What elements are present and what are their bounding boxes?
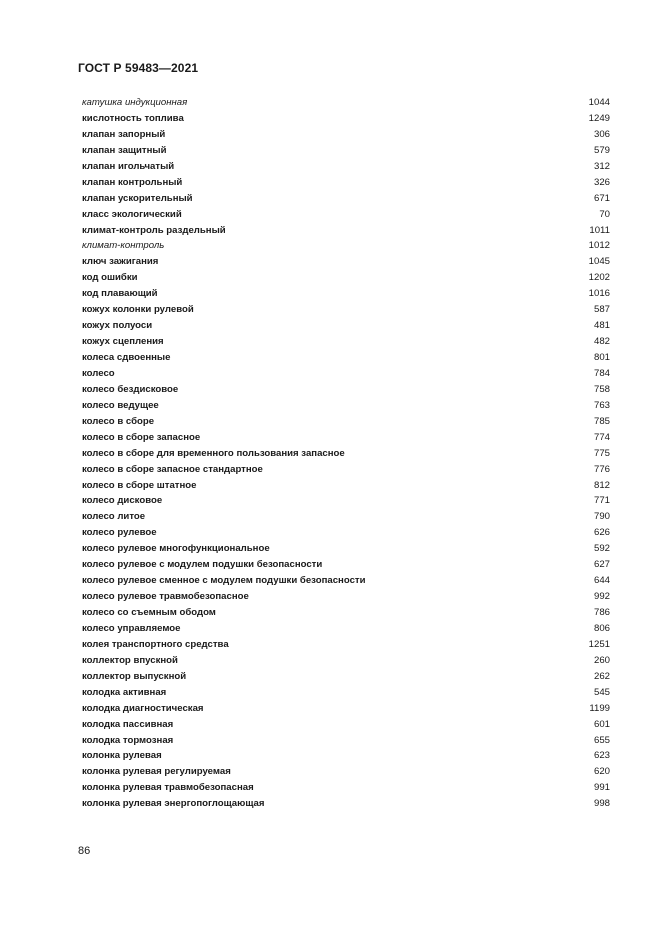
index-entry <box>82 159 610 175</box>
index-page-ref: 1044 <box>588 97 610 108</box>
index-page-ref: 623 <box>593 750 610 762</box>
index-page-ref: 998 <box>593 798 610 810</box>
index-term: колесо <box>82 367 115 379</box>
index-page-ref: 776 <box>593 463 610 475</box>
index-page-ref: 306 <box>593 128 610 140</box>
index-page-ref: 790 <box>593 511 610 523</box>
index-page-ref: 801 <box>593 352 610 363</box>
index-term: колесо в сборе <box>82 415 155 427</box>
index-entry <box>82 95 610 111</box>
index-entry <box>82 637 610 653</box>
index-entry <box>82 270 610 286</box>
index-page-ref: 482 <box>593 336 610 348</box>
index-page-ref: 579 <box>593 144 610 156</box>
index-entry <box>82 350 610 366</box>
index-entry <box>82 685 610 701</box>
index-page-ref: 1045 <box>588 256 610 268</box>
term-index-list <box>82 95 610 812</box>
index-page-ref: 1199 <box>589 702 610 714</box>
index-page-ref: 312 <box>593 160 610 172</box>
index-entry <box>82 764 610 780</box>
index-entry <box>82 525 610 541</box>
index-term: колесо дисковое <box>82 495 163 507</box>
index-term: колесо ведущее <box>82 399 159 411</box>
index-entry <box>82 653 610 669</box>
index-entry <box>82 398 610 414</box>
index-page-ref: 812 <box>593 479 610 491</box>
index-term: колонка рулевая энергопоглощающая <box>82 798 265 810</box>
index-entry <box>82 557 610 573</box>
index-entry <box>82 701 610 717</box>
index-entry <box>82 462 610 478</box>
index-term: климат-контроль <box>82 240 165 252</box>
index-term: код ошибки <box>82 272 138 284</box>
index-entry <box>82 541 610 557</box>
index-entry <box>82 446 610 462</box>
index-entry <box>82 286 610 302</box>
index-entry <box>82 254 610 270</box>
index-term: колесо в сборе для временного пользования запасное <box>82 447 345 459</box>
index-term: колесо бездисковое <box>82 383 179 395</box>
index-page-ref: 70 <box>599 208 610 220</box>
index-term: колонка рулевая регулируемая <box>82 766 231 778</box>
index-page-ref: 626 <box>593 527 610 539</box>
index-entry <box>82 223 610 239</box>
index-term: колесо литое <box>82 511 146 523</box>
index-term: класс экологический <box>82 208 182 220</box>
index-entry <box>82 191 610 207</box>
index-entry <box>82 796 610 812</box>
index-page-ref: 260 <box>593 654 610 666</box>
index-entry <box>82 430 610 446</box>
index-term: катушка индукционная <box>82 97 188 108</box>
index-page-ref: 1249 <box>588 112 610 124</box>
index-page-ref: 763 <box>593 399 610 411</box>
index-page-ref: 1012 <box>588 240 610 252</box>
index-page-ref: 1251 <box>588 638 610 650</box>
index-term: колодка тормозная <box>82 734 174 746</box>
index-term: клапан ускорительный <box>82 192 193 204</box>
index-term: клапан защитный <box>82 144 167 156</box>
index-page-ref: 545 <box>593 686 610 698</box>
index-entry <box>82 238 610 254</box>
index-entry <box>82 207 610 223</box>
index-page-ref: 785 <box>593 415 610 427</box>
index-term: колонка рулевая <box>82 750 162 762</box>
index-entry <box>82 621 610 637</box>
index-term: колесо в сборе запасное стандартное <box>82 463 263 475</box>
index-term: клапан контрольный <box>82 176 183 188</box>
index-entry <box>82 573 610 589</box>
index-entry <box>82 302 610 318</box>
index-term: кожух полуоси <box>82 320 153 332</box>
index-page-ref: 1011 <box>589 224 610 236</box>
index-term: колонка рулевая травмобезопасная <box>82 782 254 794</box>
index-page-ref: 262 <box>593 670 610 682</box>
index-page-ref: 1202 <box>588 272 610 284</box>
index-term: колесо рулевое многофункциональное <box>82 543 270 555</box>
index-entry <box>82 382 610 398</box>
index-term: кожух колонки рулевой <box>82 304 194 316</box>
index-term: колея транспортного средства <box>82 638 229 650</box>
index-term: кожух сцепления <box>82 336 164 348</box>
index-entry <box>82 748 610 764</box>
index-page-ref: 806 <box>593 622 610 634</box>
index-page-ref: 758 <box>593 383 610 395</box>
index-page-ref: 620 <box>593 766 610 778</box>
index-page-ref: 992 <box>593 591 610 603</box>
index-page-ref: 784 <box>593 367 610 379</box>
index-entry <box>82 414 610 430</box>
index-term: колодка пассивная <box>82 718 174 730</box>
index-page-ref: 991 <box>593 782 610 794</box>
index-term: код плавающий <box>82 288 158 300</box>
index-entry <box>82 493 610 509</box>
index-entry <box>82 733 610 749</box>
index-page-ref: 326 <box>593 176 610 188</box>
index-page-ref: 627 <box>593 559 610 571</box>
index-entry <box>82 111 610 127</box>
index-term: колесо рулевое сменное с модулем подушки безопасности <box>82 575 366 587</box>
index-term: ключ зажигания <box>82 256 159 268</box>
index-entry <box>82 366 610 382</box>
index-term: колесо в сборе штатное <box>82 479 197 491</box>
index-entry <box>82 175 610 191</box>
index-page-ref: 775 <box>593 447 610 459</box>
index-term: колодка диагностическая <box>82 702 204 714</box>
page-number: 86 <box>78 845 91 857</box>
index-term: колодка активная <box>82 686 167 698</box>
index-term: колеса сдвоенные <box>82 352 171 363</box>
index-page-ref: 644 <box>593 575 610 587</box>
index-page-ref: 786 <box>593 607 610 618</box>
index-term: климат-контроль раздельный <box>82 224 226 236</box>
index-entry <box>82 780 610 796</box>
index-term: коллектор впускной <box>82 654 178 666</box>
index-page-ref: 601 <box>593 718 610 730</box>
index-entry <box>82 717 610 733</box>
index-page-ref: 771 <box>593 495 610 507</box>
index-term: колесо в сборе запасное <box>82 431 201 443</box>
index-entry <box>82 318 610 334</box>
document-header: ГОСТ Р 59483—2021 <box>78 61 199 75</box>
index-term: клапан игольчатый <box>82 160 175 172</box>
index-entry <box>82 334 610 350</box>
index-entry <box>82 478 610 494</box>
index-entry <box>82 509 610 525</box>
index-term: клапан запорный <box>82 128 166 140</box>
index-page-ref: 1016 <box>588 288 610 300</box>
index-term: коллектор выпускной <box>82 670 187 682</box>
index-entry <box>82 589 610 605</box>
index-page-ref: 481 <box>593 320 610 332</box>
index-page-ref: 671 <box>593 192 610 204</box>
index-term: колесо управляемое <box>82 622 181 634</box>
index-entry <box>82 669 610 685</box>
index-term: кислотность топлива <box>82 112 184 124</box>
index-term: колесо рулевое травмобезопасное <box>82 591 249 603</box>
index-term: колесо рулевое <box>82 527 157 539</box>
index-page-ref: 655 <box>593 734 610 746</box>
index-page-ref: 587 <box>593 304 610 316</box>
index-entry <box>82 143 610 159</box>
index-term: колесо рулевое с модулем подушки безопасности <box>82 559 323 571</box>
index-entry <box>82 127 610 143</box>
index-page-ref: 774 <box>593 431 610 443</box>
index-term: колесо со съемным ободом <box>82 607 216 618</box>
index-page-ref: 592 <box>593 543 610 555</box>
index-entry <box>82 605 610 621</box>
